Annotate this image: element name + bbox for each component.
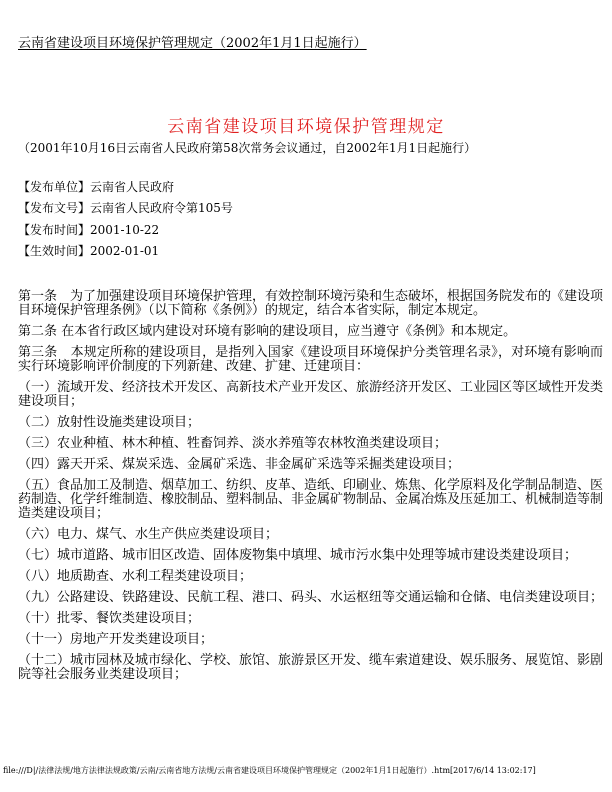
article-3: 第三条 本规定所称的建设项目，是指列入国家《建设项目环境保护分类管理名录》，对环境有影响而实行环境影响评价制度的下列新建、改建、扩建、迁建项目： — [18, 345, 603, 374]
meta-doc-number: 【发布文号】云南省人民政府令第105号 — [18, 201, 233, 216]
list-item: （八）地质勘查、水利工程类建设项目； — [18, 569, 253, 584]
list-item: （四）露天开采、煤炭采选、金属矿采选、非金属矿采选等采掘类建设项目； — [18, 457, 461, 472]
document-meta — [18, 180, 233, 265]
list-item: （十）批零、餐饮类建设项目； — [18, 611, 201, 626]
list-item: （二）放射性设施类建设项目； — [18, 415, 201, 430]
document-title: 云南省建设项目环境保护管理规定 — [167, 117, 445, 137]
article-2: 第二条 在本省行政区域内建设对环境有影响的建设项目，应当遵守《条例》和本规定。 — [18, 324, 517, 339]
meta-effective-date: 【生效时间】2002-01-01 — [18, 243, 160, 258]
list-item: （一）流域开发、经济技术开发区、高新技术产业开发区、旅游经济开发区、工业园区等区域性开发类建设项目； — [18, 380, 604, 409]
list-item: （三）农业种植、林木种植、牲畜饲养、淡水养殖等农林牧渔类建设项目； — [18, 436, 448, 451]
article-1: 第一条 为了加强建设项目环境保护管理，有效控制环境污染和生态破坏，根据国务院发布的《建设项目环境保护管理条例》（以下简称《条例》）的规定，结合本省实际，制定本规定。 — [18, 289, 604, 318]
header-title: 云南省建设项目环境保护管理规定（2002年1月1日起施行） — [18, 36, 367, 51]
list-item: （五）食品加工及制造、烟草加工、纺织、皮革、造纸、印刷业、炼焦、化学原料及化学制品制造、医药制造、化学纤维制造、橡胶制品、塑料制品、非金属矿物制品、金属冶炼及压延加工、机械制造等制造类建设项目； — [18, 478, 604, 521]
meta-publish-date: 【发布时间】2001-10-22 — [18, 222, 160, 237]
list-item: （十一）房地产开发类建设项目； — [18, 632, 214, 647]
list-item: （六）电力、煤气、水生产供应类建设项目； — [18, 527, 279, 542]
document-subtitle: （2001年10月16日云南省人民政府第58次常务会议通过，自2002年1月1日起施行） — [18, 141, 477, 155]
document-body — [18, 290, 603, 689]
file-path-footer: file:///D|/法律法规/地方法律法规政策/云南/云南省地方法规/云南省建设项目环境保护管理规定（2002年1月1日起施行）.htm[2017/6/14 13:02:17] — [3, 766, 536, 775]
list-item: （十二）城市园林及城市绿化、学校、旅馆、旅游景区开发、缆车索道建设、娱乐服务、展览馆、影剧院等社会服务业类建设项目； — [18, 653, 604, 682]
list-item: （七）城市道路、城市旧区改造、固体废物集中填埋、城市污水集中处理等城市建设类建设项目； — [18, 548, 578, 563]
list-item: （九）公路建设、铁路建设、民航工程、港口、码头、水运枢纽等交通运输和仓储、电信类建设项目； — [18, 590, 604, 605]
meta-issuer: 【发布单位】云南省人民政府 — [18, 180, 175, 194]
